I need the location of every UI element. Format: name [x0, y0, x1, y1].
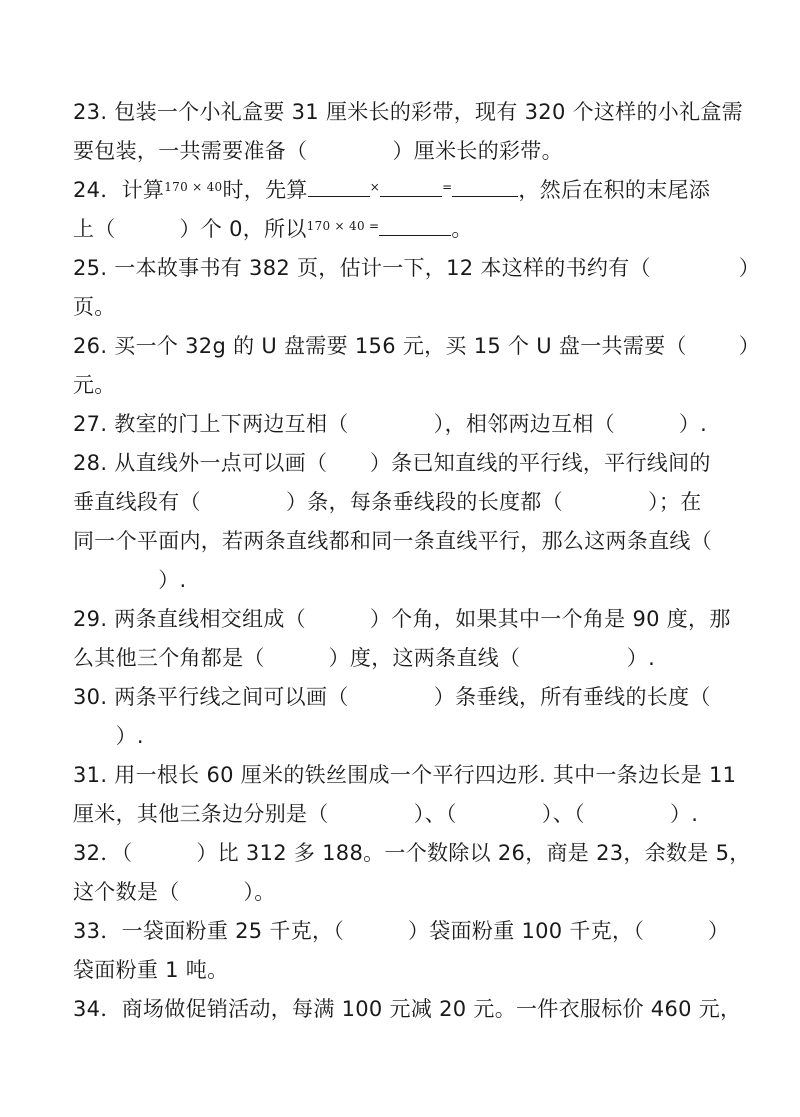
q30-line1: 30. 两条平行线之间可以画（ ）条垂线，所有垂线的长度（ [73, 685, 711, 709]
q26-text: 26. 买一个 32g 的 U 盘需要 156 元，买 15 个 U 盘一共需要（ [73, 334, 687, 358]
q24-blank-3[interactable] [452, 178, 518, 197]
q32-line1: 32．（ ）比 312 多 188。一个数除以 26，商是 23，余数是 5， [73, 841, 751, 865]
q33-line1: 33．一袋面粉重 25 千克，（ ）袋面粉重 100 千克，（ ） [73, 919, 730, 943]
q28-line1: 28. 从直线外一点可以画（ ）条已知直线的平行线，平行线间的 [73, 451, 711, 475]
q26-line1 [73, 331, 760, 361]
q29-line1: 29. 两条直线相交组成（ ）个角，如果其中一个角是 90 度，那 [73, 607, 731, 631]
q25-line1 [73, 253, 760, 283]
q24-text-c: ，然后在积的末尾添 [518, 178, 711, 202]
q28-line4: ）. [73, 568, 187, 592]
q28-line3: 同一个平面内，若两条直线都和同一条直线平行，那么这两条直线（ [73, 529, 712, 553]
q24-expression: 170 × 40 [164, 180, 223, 194]
q25-close-paren: ） [738, 256, 760, 280]
q31-line1: 31. 用一根长 60 厘米的铁丝围成一个平行四边形. 其中一条边长是 11 [73, 763, 737, 787]
q24-line2-text: 上（ ）个 0，所以 [73, 217, 307, 241]
q25-text: 25. 一本故事书有 382 页，估计一下，12 本这样的书约有（ [73, 256, 651, 280]
q34-line1: 34．商场做促销活动，每满 100 元减 20 元。一件衣服标价 460 元， [73, 997, 742, 1021]
q24-blank-1[interactable] [308, 178, 370, 197]
q26-close-paren: ） [738, 334, 760, 358]
q30-line2: ）. [73, 724, 144, 748]
q29-line2: 么其他三个角都是（ ）度，这两条直线（ ）. [73, 646, 656, 670]
q27-line1: 27. 教室的门上下两边互相（ ），相邻两边互相（ ）. [73, 412, 708, 436]
q24-line2 [73, 214, 760, 247]
q33-line2: 袋面粉重 1 吨。 [73, 958, 229, 982]
q24-times-sign: × [369, 180, 381, 194]
q24-expression-2: 170 × 40 = [306, 219, 380, 233]
q24-blank-2[interactable] [380, 178, 442, 197]
q26-line2: 元。 [73, 373, 116, 397]
q25-line2: 页。 [73, 295, 116, 319]
q24-line2-end: 。 [451, 217, 473, 241]
q24-blank-4[interactable] [379, 217, 451, 236]
q24-text-a: 24．计算 [73, 178, 165, 202]
q23-line1: 23. 包装一个小礼盒要 31 厘米长的彩带，现有 320 个这样的小礼盒需 [73, 100, 743, 124]
q24-equals-sign: = [442, 180, 453, 194]
q32-line2: 这个数是（ ）。 [73, 880, 276, 904]
q31-line2: 厘米，其他三条边分别是（ ）、（ ）、（ ）. [73, 802, 699, 826]
q28-line2: 垂直线段有（ ）条，每条垂线段的长度都（ ）；在 [73, 490, 702, 514]
q24-text-b: 时，先算 [222, 178, 308, 202]
q23-line2: 要包装，一共需要准备（ ）厘米长的彩带。 [73, 139, 563, 163]
q24-line1 [73, 175, 760, 208]
